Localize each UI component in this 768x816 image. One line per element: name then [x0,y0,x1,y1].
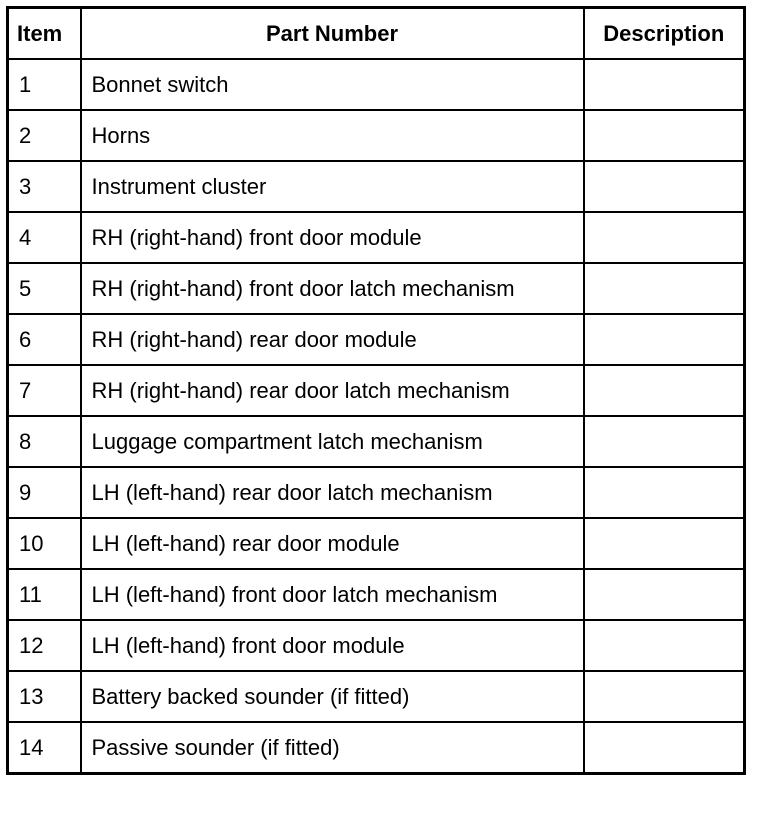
item-cell: 7 [8,365,81,416]
item-cell: 12 [8,620,81,671]
part-number-cell: RH (right-hand) front door latch mechanism [81,263,584,314]
description-cell [584,569,745,620]
part-number-cell: Bonnet switch [81,59,584,110]
item-cell: 1 [8,59,81,110]
item-cell: 14 [8,722,81,774]
description-cell [584,263,745,314]
table-row [8,620,745,671]
description-cell [584,314,745,365]
item-cell: 3 [8,161,81,212]
description-cell [584,110,745,161]
item-cell: 13 [8,671,81,722]
description-cell [584,161,745,212]
table-row [8,569,745,620]
table-row [8,671,745,722]
part-number-cell: RH (right-hand) front door module [81,212,584,263]
part-number-cell: RH (right-hand) rear door latch mechanism [81,365,584,416]
part-number-cell: LH (left-hand) rear door module [81,518,584,569]
table-row [8,263,745,314]
description-cell [584,671,745,722]
item-cell: 6 [8,314,81,365]
table-row [8,518,745,569]
part-number-cell: Battery backed sounder (if fitted) [81,671,584,722]
part-number-cell: Instrument cluster [81,161,584,212]
item-cell: 2 [8,110,81,161]
part-number-cell: RH (right-hand) rear door module [81,314,584,365]
table-row [8,161,745,212]
table-header-row [8,8,745,60]
header-item: Item [8,8,81,60]
table-row [8,314,745,365]
part-number-cell: Horns [81,110,584,161]
description-cell [584,722,745,774]
description-cell [584,212,745,263]
header-part-number: Part Number [81,8,584,60]
item-cell: 8 [8,416,81,467]
item-cell: 9 [8,467,81,518]
part-number-cell: Passive sounder (if fitted) [81,722,584,774]
table-row [8,59,745,110]
item-cell: 4 [8,212,81,263]
description-cell [584,59,745,110]
table-row [8,212,745,263]
table-row [8,416,745,467]
part-number-cell: LH (left-hand) front door latch mechanism [81,569,584,620]
table-row [8,365,745,416]
part-number-cell: LH (left-hand) rear door latch mechanism [81,467,584,518]
description-cell [584,365,745,416]
item-cell: 5 [8,263,81,314]
description-cell [584,467,745,518]
table-row [8,467,745,518]
header-description: Description [584,8,745,60]
item-cell: 10 [8,518,81,569]
part-number-cell: LH (left-hand) front door module [81,620,584,671]
table-row [8,110,745,161]
item-cell: 11 [8,569,81,620]
description-cell [584,416,745,467]
table-row [8,722,745,774]
parts-table [6,6,746,775]
part-number-cell: Luggage compartment latch mechanism [81,416,584,467]
description-cell [584,620,745,671]
description-cell [584,518,745,569]
